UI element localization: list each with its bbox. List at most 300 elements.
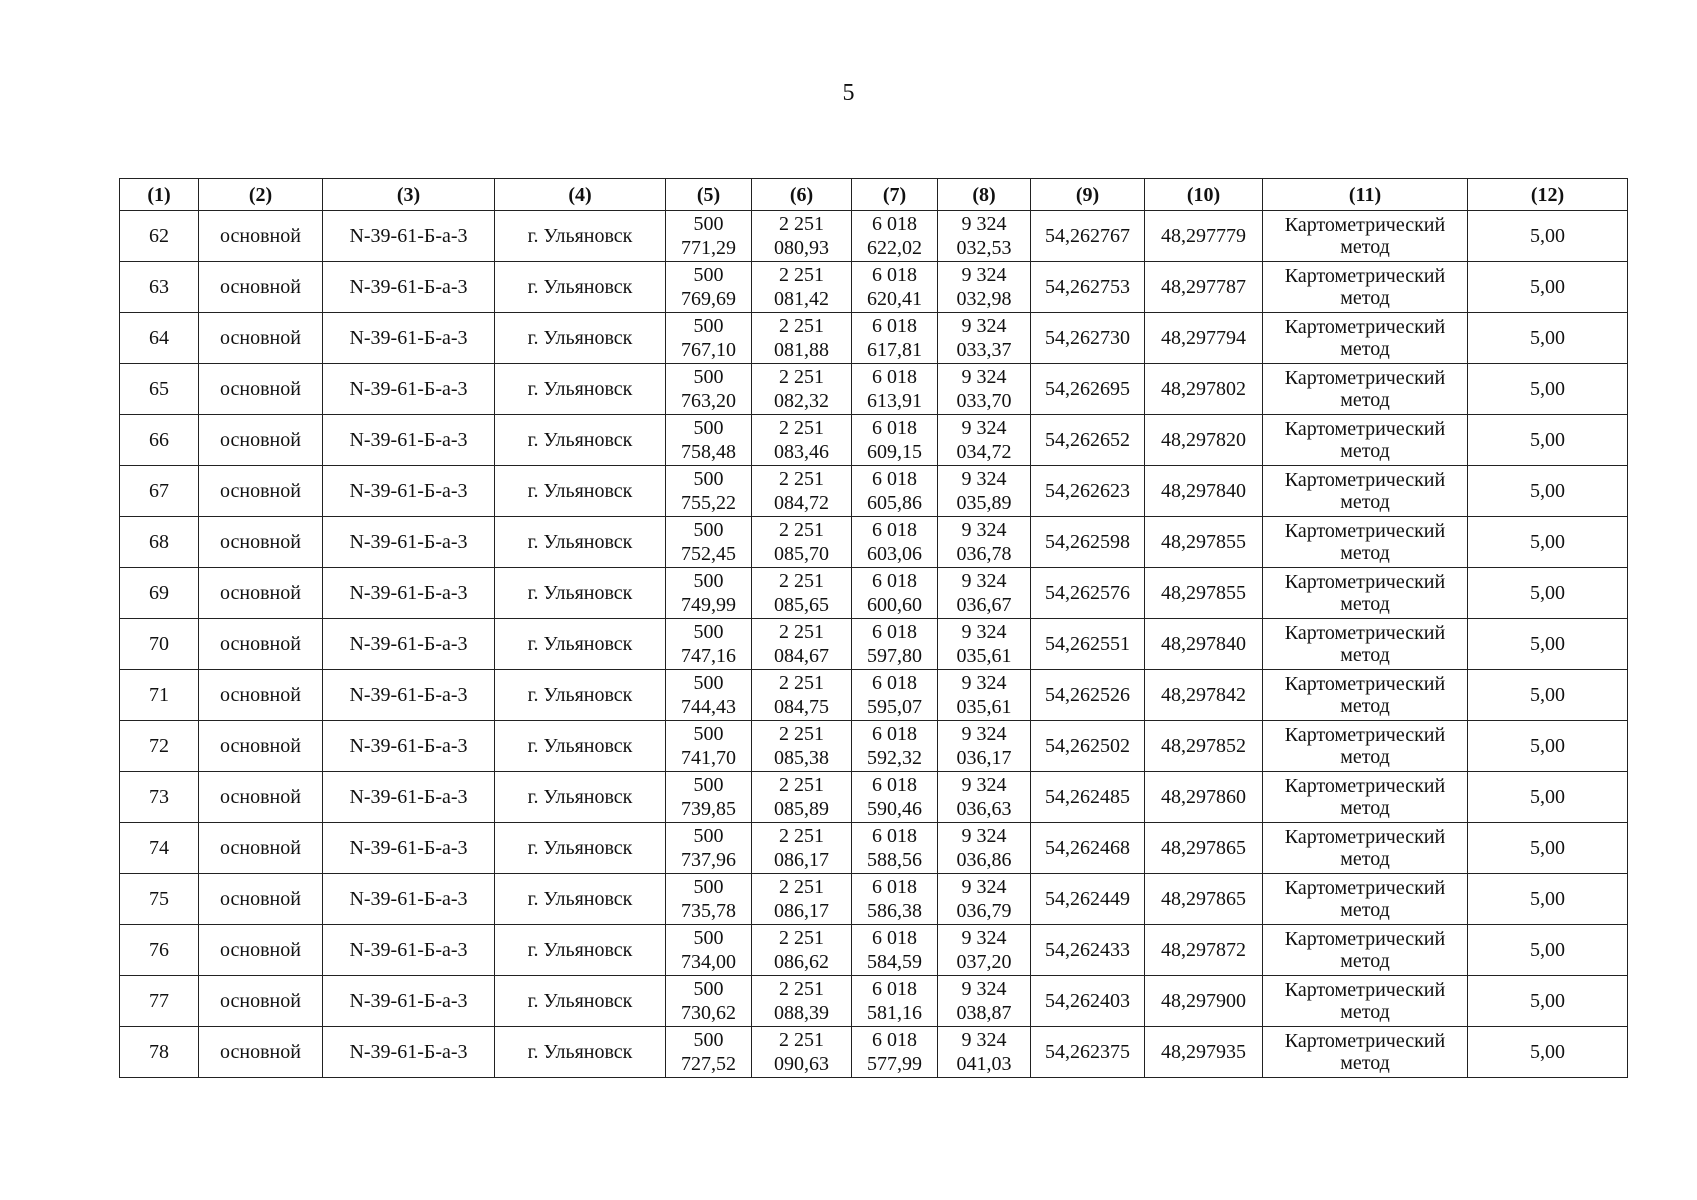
coord-col-7-line: 6 018 bbox=[872, 978, 917, 1000]
method bbox=[1263, 262, 1468, 313]
coord-col-7-line: 592,32 bbox=[867, 747, 922, 769]
latitude: 54,262767 bbox=[1031, 211, 1145, 262]
coord-col-6 bbox=[752, 619, 852, 670]
coord-col-7-line: 603,06 bbox=[867, 543, 922, 565]
coord-col-8-line: 034,72 bbox=[956, 441, 1012, 463]
coord-col-8-line: 035,61 bbox=[956, 645, 1012, 667]
coord-col-7-line: 613,91 bbox=[867, 390, 922, 412]
method bbox=[1263, 925, 1468, 976]
map-sheet: N-39-61-Б-а-3 bbox=[323, 925, 495, 976]
settlement: г. Ульяновск bbox=[495, 262, 666, 313]
coord-col-5 bbox=[666, 568, 752, 619]
point-number: 76 bbox=[120, 925, 199, 976]
latitude: 54,262485 bbox=[1031, 772, 1145, 823]
latitude: 54,262468 bbox=[1031, 823, 1145, 874]
coordinates-table bbox=[119, 178, 1628, 1078]
coord-col-8 bbox=[938, 670, 1031, 721]
longitude: 48,297794 bbox=[1145, 313, 1263, 364]
coord-col-8-line: 032,53 bbox=[956, 237, 1012, 259]
method-line: метод bbox=[1340, 950, 1390, 972]
coord-col-6-line: 085,70 bbox=[774, 543, 829, 565]
table-row bbox=[120, 1027, 1628, 1078]
column-header: (9) bbox=[1031, 179, 1145, 211]
accuracy: 5,00 bbox=[1468, 211, 1628, 262]
coord-col-7-line: 6 018 bbox=[872, 825, 917, 847]
method-line: Картометрический bbox=[1284, 367, 1446, 389]
coord-col-6 bbox=[752, 415, 852, 466]
coord-col-8-line: 9 324 bbox=[961, 978, 1007, 1000]
coord-col-6-line: 2 251 bbox=[779, 978, 824, 1000]
coord-col-5 bbox=[666, 721, 752, 772]
coord-col-8-line: 033,70 bbox=[956, 390, 1012, 412]
coord-col-5-line: 727,52 bbox=[681, 1053, 736, 1075]
method-line: метод bbox=[1340, 746, 1390, 768]
longitude: 48,297840 bbox=[1145, 466, 1263, 517]
coord-col-6 bbox=[752, 874, 852, 925]
coord-col-5-line: 769,69 bbox=[681, 288, 736, 310]
accuracy: 5,00 bbox=[1468, 415, 1628, 466]
longitude: 48,297855 bbox=[1145, 568, 1263, 619]
method-line: метод bbox=[1340, 542, 1390, 564]
coord-col-7 bbox=[852, 823, 938, 874]
coord-col-5-line: 755,22 bbox=[681, 492, 736, 514]
coord-col-5-line: 741,70 bbox=[681, 747, 736, 769]
coord-col-6 bbox=[752, 262, 852, 313]
settlement: г. Ульяновск bbox=[495, 670, 666, 721]
coord-col-6-line: 086,17 bbox=[774, 849, 829, 871]
latitude: 54,262449 bbox=[1031, 874, 1145, 925]
column-header: (4) bbox=[495, 179, 666, 211]
coord-col-6-line: 080,93 bbox=[774, 237, 829, 259]
point-number: 77 bbox=[120, 976, 199, 1027]
coord-col-8-line: 9 324 bbox=[961, 468, 1007, 490]
coord-col-8-line: 041,03 bbox=[956, 1053, 1012, 1075]
coord-col-5-line: 749,99 bbox=[681, 594, 736, 616]
coord-col-7-line: 586,38 bbox=[867, 900, 922, 922]
method-line: метод bbox=[1340, 338, 1390, 360]
coord-col-6 bbox=[752, 721, 852, 772]
latitude: 54,262730 bbox=[1031, 313, 1145, 364]
coord-col-6-line: 2 251 bbox=[779, 315, 824, 337]
map-sheet: N-39-61-Б-а-3 bbox=[323, 772, 495, 823]
coord-col-7 bbox=[852, 517, 938, 568]
coord-col-6 bbox=[752, 772, 852, 823]
settlement: г. Ульяновск bbox=[495, 721, 666, 772]
coord-col-8-line: 9 324 bbox=[961, 519, 1007, 541]
coord-col-7-line: 584,59 bbox=[867, 951, 922, 973]
coord-col-8-line: 038,87 bbox=[956, 1002, 1012, 1024]
method-line: Картометрический bbox=[1284, 520, 1446, 542]
coord-col-5 bbox=[666, 364, 752, 415]
point-type: основной bbox=[199, 772, 323, 823]
method-line: метод bbox=[1340, 695, 1390, 717]
settlement: г. Ульяновск bbox=[495, 619, 666, 670]
coord-col-6 bbox=[752, 364, 852, 415]
coord-col-5 bbox=[666, 517, 752, 568]
coord-col-5 bbox=[666, 976, 752, 1027]
latitude: 54,262526 bbox=[1031, 670, 1145, 721]
settlement: г. Ульяновск bbox=[495, 976, 666, 1027]
coord-col-5 bbox=[666, 823, 752, 874]
coord-col-7-line: 6 018 bbox=[872, 1029, 917, 1051]
coord-col-8-line: 036,86 bbox=[956, 849, 1012, 871]
longitude: 48,297865 bbox=[1145, 823, 1263, 874]
point-type: основной bbox=[199, 925, 323, 976]
coord-col-6-line: 2 251 bbox=[779, 570, 824, 592]
coord-col-8-line: 9 324 bbox=[961, 213, 1007, 235]
method bbox=[1263, 976, 1468, 1027]
map-sheet: N-39-61-Б-а-3 bbox=[323, 517, 495, 568]
map-sheet: N-39-61-Б-а-3 bbox=[323, 1027, 495, 1078]
coord-col-7-line: 6 018 bbox=[872, 519, 917, 541]
coord-col-7-line: 6 018 bbox=[872, 570, 917, 592]
coord-col-5-line: 735,78 bbox=[681, 900, 736, 922]
point-type: основной bbox=[199, 211, 323, 262]
column-header: (7) bbox=[852, 179, 938, 211]
settlement: г. Ульяновск bbox=[495, 466, 666, 517]
longitude: 48,297935 bbox=[1145, 1027, 1263, 1078]
coord-col-7-line: 6 018 bbox=[872, 468, 917, 490]
point-type: основной bbox=[199, 721, 323, 772]
coord-col-8 bbox=[938, 721, 1031, 772]
coord-col-6-line: 2 251 bbox=[779, 774, 824, 796]
method-line: метод bbox=[1340, 236, 1390, 258]
coord-col-5 bbox=[666, 670, 752, 721]
settlement: г. Ульяновск bbox=[495, 925, 666, 976]
longitude: 48,297779 bbox=[1145, 211, 1263, 262]
latitude: 54,262652 bbox=[1031, 415, 1145, 466]
point-type: основной bbox=[199, 364, 323, 415]
latitude: 54,262576 bbox=[1031, 568, 1145, 619]
coord-col-5-line: 500 bbox=[693, 723, 724, 745]
coord-col-7-line: 617,81 bbox=[867, 339, 922, 361]
coord-col-5-line: 500 bbox=[693, 1029, 724, 1051]
point-type: основной bbox=[199, 976, 323, 1027]
coord-col-7-line: 600,60 bbox=[867, 594, 922, 616]
longitude: 48,297860 bbox=[1145, 772, 1263, 823]
coord-col-6-line: 2 251 bbox=[779, 723, 824, 745]
table-row bbox=[120, 619, 1628, 670]
accuracy: 5,00 bbox=[1468, 976, 1628, 1027]
page-number: 5 bbox=[842, 80, 855, 106]
coord-col-7 bbox=[852, 1027, 938, 1078]
coord-col-5-line: 739,85 bbox=[681, 798, 736, 820]
accuracy: 5,00 bbox=[1468, 772, 1628, 823]
method bbox=[1263, 364, 1468, 415]
table-row bbox=[120, 874, 1628, 925]
coord-col-5-line: 500 bbox=[693, 672, 724, 694]
map-sheet: N-39-61-Б-а-3 bbox=[323, 823, 495, 874]
coord-col-5-line: 730,62 bbox=[681, 1002, 736, 1024]
coord-col-6-line: 084,75 bbox=[774, 696, 829, 718]
coord-col-7-line: 6 018 bbox=[872, 672, 917, 694]
method bbox=[1263, 772, 1468, 823]
coord-col-6-line: 086,17 bbox=[774, 900, 829, 922]
method-line: Картометрический bbox=[1284, 826, 1446, 848]
point-number: 69 bbox=[120, 568, 199, 619]
method-line: метод bbox=[1340, 1001, 1390, 1023]
coord-col-8-line: 036,67 bbox=[956, 594, 1012, 616]
coord-col-7-line: 622,02 bbox=[867, 237, 922, 259]
point-type: основной bbox=[199, 1027, 323, 1078]
longitude: 48,297840 bbox=[1145, 619, 1263, 670]
accuracy: 5,00 bbox=[1468, 721, 1628, 772]
point-number: 78 bbox=[120, 1027, 199, 1078]
coord-col-6-line: 2 251 bbox=[779, 927, 824, 949]
coord-col-8-line: 9 324 bbox=[961, 774, 1007, 796]
coord-col-5-line: 763,20 bbox=[681, 390, 736, 412]
method-line: Картометрический bbox=[1284, 316, 1446, 338]
coord-col-5 bbox=[666, 619, 752, 670]
coord-col-5-line: 752,45 bbox=[681, 543, 736, 565]
coord-col-7-line: 6 018 bbox=[872, 264, 917, 286]
coord-col-7 bbox=[852, 772, 938, 823]
coord-col-7 bbox=[852, 721, 938, 772]
point-type: основной bbox=[199, 415, 323, 466]
coord-col-8 bbox=[938, 364, 1031, 415]
method-line: Картометрический bbox=[1284, 214, 1446, 236]
point-number: 71 bbox=[120, 670, 199, 721]
coord-col-5 bbox=[666, 211, 752, 262]
coord-col-8-line: 9 324 bbox=[961, 621, 1007, 643]
map-sheet: N-39-61-Б-а-3 bbox=[323, 415, 495, 466]
coord-col-6-line: 2 251 bbox=[779, 417, 824, 439]
coord-col-5-line: 500 bbox=[693, 417, 724, 439]
coord-col-5 bbox=[666, 313, 752, 364]
point-number: 70 bbox=[120, 619, 199, 670]
longitude: 48,297787 bbox=[1145, 262, 1263, 313]
coord-col-8-line: 032,98 bbox=[956, 288, 1012, 310]
point-type: основной bbox=[199, 517, 323, 568]
coord-col-8 bbox=[938, 1027, 1031, 1078]
coord-col-6-line: 088,39 bbox=[774, 1002, 829, 1024]
coord-col-8-line: 033,37 bbox=[956, 339, 1012, 361]
coord-col-5 bbox=[666, 1027, 752, 1078]
coord-col-6-line: 2 251 bbox=[779, 366, 824, 388]
map-sheet: N-39-61-Б-а-3 bbox=[323, 364, 495, 415]
coord-col-6-line: 2 251 bbox=[779, 876, 824, 898]
accuracy: 5,00 bbox=[1468, 874, 1628, 925]
coord-col-6 bbox=[752, 823, 852, 874]
latitude: 54,262753 bbox=[1031, 262, 1145, 313]
accuracy: 5,00 bbox=[1468, 364, 1628, 415]
coord-col-6-line: 090,63 bbox=[774, 1053, 829, 1075]
map-sheet: N-39-61-Б-а-3 bbox=[323, 721, 495, 772]
coord-col-8-line: 036,79 bbox=[956, 900, 1012, 922]
table-row bbox=[120, 925, 1628, 976]
point-type: основной bbox=[199, 313, 323, 364]
coord-col-7-line: 605,86 bbox=[867, 492, 922, 514]
method-line: Картометрический bbox=[1284, 877, 1446, 899]
coord-col-5-line: 500 bbox=[693, 825, 724, 847]
settlement: г. Ульяновск bbox=[495, 313, 666, 364]
coord-col-5-line: 500 bbox=[693, 621, 724, 643]
accuracy: 5,00 bbox=[1468, 1027, 1628, 1078]
coord-col-5-line: 734,00 bbox=[681, 951, 736, 973]
column-header: (8) bbox=[938, 179, 1031, 211]
coord-col-5-line: 500 bbox=[693, 315, 724, 337]
coord-col-7 bbox=[852, 568, 938, 619]
settlement: г. Ульяновск bbox=[495, 772, 666, 823]
coord-col-6-line: 081,88 bbox=[774, 339, 829, 361]
column-header: (12) bbox=[1468, 179, 1628, 211]
method bbox=[1263, 721, 1468, 772]
coord-col-7-line: 577,99 bbox=[867, 1053, 922, 1075]
longitude: 48,297802 bbox=[1145, 364, 1263, 415]
table-row bbox=[120, 211, 1628, 262]
coord-col-5 bbox=[666, 415, 752, 466]
coord-col-7 bbox=[852, 313, 938, 364]
method-line: Картометрический bbox=[1284, 265, 1446, 287]
method bbox=[1263, 619, 1468, 670]
coord-col-7-line: 6 018 bbox=[872, 366, 917, 388]
coord-col-7 bbox=[852, 874, 938, 925]
coord-col-8-line: 9 324 bbox=[961, 417, 1007, 439]
longitude: 48,297852 bbox=[1145, 721, 1263, 772]
coord-col-8-line: 9 324 bbox=[961, 1029, 1007, 1051]
map-sheet: N-39-61-Б-а-3 bbox=[323, 466, 495, 517]
coord-col-7 bbox=[852, 364, 938, 415]
coord-col-5-line: 500 bbox=[693, 876, 724, 898]
point-number: 73 bbox=[120, 772, 199, 823]
method-line: метод bbox=[1340, 491, 1390, 513]
coord-col-6-line: 086,62 bbox=[774, 951, 829, 973]
method-line: Картометрический bbox=[1284, 673, 1446, 695]
map-sheet: N-39-61-Б-а-3 bbox=[323, 874, 495, 925]
latitude: 54,262502 bbox=[1031, 721, 1145, 772]
coord-col-6-line: 2 251 bbox=[779, 672, 824, 694]
table-row bbox=[120, 466, 1628, 517]
table-header bbox=[120, 179, 1628, 211]
coord-col-7-line: 6 018 bbox=[872, 213, 917, 235]
coord-col-8 bbox=[938, 874, 1031, 925]
coord-col-7 bbox=[852, 262, 938, 313]
point-number: 63 bbox=[120, 262, 199, 313]
point-number: 72 bbox=[120, 721, 199, 772]
column-header: (1) bbox=[120, 179, 199, 211]
coord-col-8 bbox=[938, 211, 1031, 262]
settlement: г. Ульяновск bbox=[495, 568, 666, 619]
point-number: 65 bbox=[120, 364, 199, 415]
coord-col-6-line: 2 251 bbox=[779, 213, 824, 235]
coord-col-7 bbox=[852, 976, 938, 1027]
coord-col-7-line: 620,41 bbox=[867, 288, 922, 310]
coord-col-5-line: 500 bbox=[693, 519, 724, 541]
coord-col-5 bbox=[666, 466, 752, 517]
coord-col-6-line: 2 251 bbox=[779, 1029, 824, 1051]
table-row bbox=[120, 823, 1628, 874]
coord-col-6 bbox=[752, 517, 852, 568]
table-row bbox=[120, 721, 1628, 772]
coord-col-8-line: 9 324 bbox=[961, 672, 1007, 694]
coord-col-6-line: 082,32 bbox=[774, 390, 829, 412]
coord-col-6-line: 2 251 bbox=[779, 621, 824, 643]
method-line: Картометрический bbox=[1284, 928, 1446, 950]
point-type: основной bbox=[199, 466, 323, 517]
coord-col-5-line: 767,10 bbox=[681, 339, 736, 361]
coord-col-5-line: 500 bbox=[693, 927, 724, 949]
coord-col-5-line: 500 bbox=[693, 366, 724, 388]
coord-col-8-line: 9 324 bbox=[961, 570, 1007, 592]
longitude: 48,297842 bbox=[1145, 670, 1263, 721]
longitude: 48,297855 bbox=[1145, 517, 1263, 568]
accuracy: 5,00 bbox=[1468, 568, 1628, 619]
latitude: 54,262433 bbox=[1031, 925, 1145, 976]
method bbox=[1263, 670, 1468, 721]
latitude: 54,262598 bbox=[1031, 517, 1145, 568]
coord-col-7-line: 6 018 bbox=[872, 723, 917, 745]
point-type: основной bbox=[199, 568, 323, 619]
method-line: метод bbox=[1340, 899, 1390, 921]
latitude: 54,262695 bbox=[1031, 364, 1145, 415]
latitude: 54,262551 bbox=[1031, 619, 1145, 670]
coord-col-8 bbox=[938, 313, 1031, 364]
coord-col-7-line: 588,56 bbox=[867, 849, 922, 871]
accuracy: 5,00 bbox=[1468, 823, 1628, 874]
method-line: Картометрический bbox=[1284, 724, 1446, 746]
column-header: (10) bbox=[1145, 179, 1263, 211]
settlement: г. Ульяновск bbox=[495, 415, 666, 466]
table-row bbox=[120, 415, 1628, 466]
coord-col-8 bbox=[938, 925, 1031, 976]
method bbox=[1263, 466, 1468, 517]
coord-col-7 bbox=[852, 415, 938, 466]
method bbox=[1263, 874, 1468, 925]
table-body bbox=[120, 211, 1628, 1078]
method-line: Картометрический bbox=[1284, 571, 1446, 593]
method bbox=[1263, 313, 1468, 364]
settlement: г. Ульяновск bbox=[495, 874, 666, 925]
coord-col-5-line: 500 bbox=[693, 264, 724, 286]
coord-col-8-line: 9 324 bbox=[961, 825, 1007, 847]
coord-col-8-line: 9 324 bbox=[961, 315, 1007, 337]
map-sheet: N-39-61-Б-а-3 bbox=[323, 211, 495, 262]
settlement: г. Ульяновск bbox=[495, 517, 666, 568]
coord-col-5-line: 500 bbox=[693, 468, 724, 490]
coord-col-8-line: 9 324 bbox=[961, 264, 1007, 286]
coord-col-6 bbox=[752, 466, 852, 517]
longitude: 48,297900 bbox=[1145, 976, 1263, 1027]
accuracy: 5,00 bbox=[1468, 670, 1628, 721]
map-sheet: N-39-61-Б-а-3 bbox=[323, 670, 495, 721]
accuracy: 5,00 bbox=[1468, 313, 1628, 364]
coord-col-7 bbox=[852, 211, 938, 262]
method-line: Картометрический bbox=[1284, 622, 1446, 644]
point-type: основной bbox=[199, 262, 323, 313]
coord-col-6-line: 085,89 bbox=[774, 798, 829, 820]
method-line: метод bbox=[1340, 389, 1390, 411]
coord-col-8 bbox=[938, 976, 1031, 1027]
coord-col-6-line: 2 251 bbox=[779, 519, 824, 541]
method-line: метод bbox=[1340, 644, 1390, 666]
method-line: Картометрический bbox=[1284, 979, 1446, 1001]
coord-col-6-line: 084,72 bbox=[774, 492, 829, 514]
settlement: г. Ульяновск bbox=[495, 823, 666, 874]
longitude: 48,297865 bbox=[1145, 874, 1263, 925]
coord-col-5-line: 500 bbox=[693, 570, 724, 592]
point-number: 74 bbox=[120, 823, 199, 874]
map-sheet: N-39-61-Б-а-3 bbox=[323, 619, 495, 670]
coord-col-8-line: 9 324 bbox=[961, 366, 1007, 388]
coord-col-8-line: 036,63 bbox=[956, 798, 1012, 820]
coord-col-8-line: 036,78 bbox=[956, 543, 1012, 565]
coord-col-5 bbox=[666, 262, 752, 313]
coord-col-5-line: 758,48 bbox=[681, 441, 736, 463]
point-number: 68 bbox=[120, 517, 199, 568]
settlement: г. Ульяновск bbox=[495, 211, 666, 262]
coord-col-7-line: 609,15 bbox=[867, 441, 922, 463]
coord-col-6 bbox=[752, 925, 852, 976]
